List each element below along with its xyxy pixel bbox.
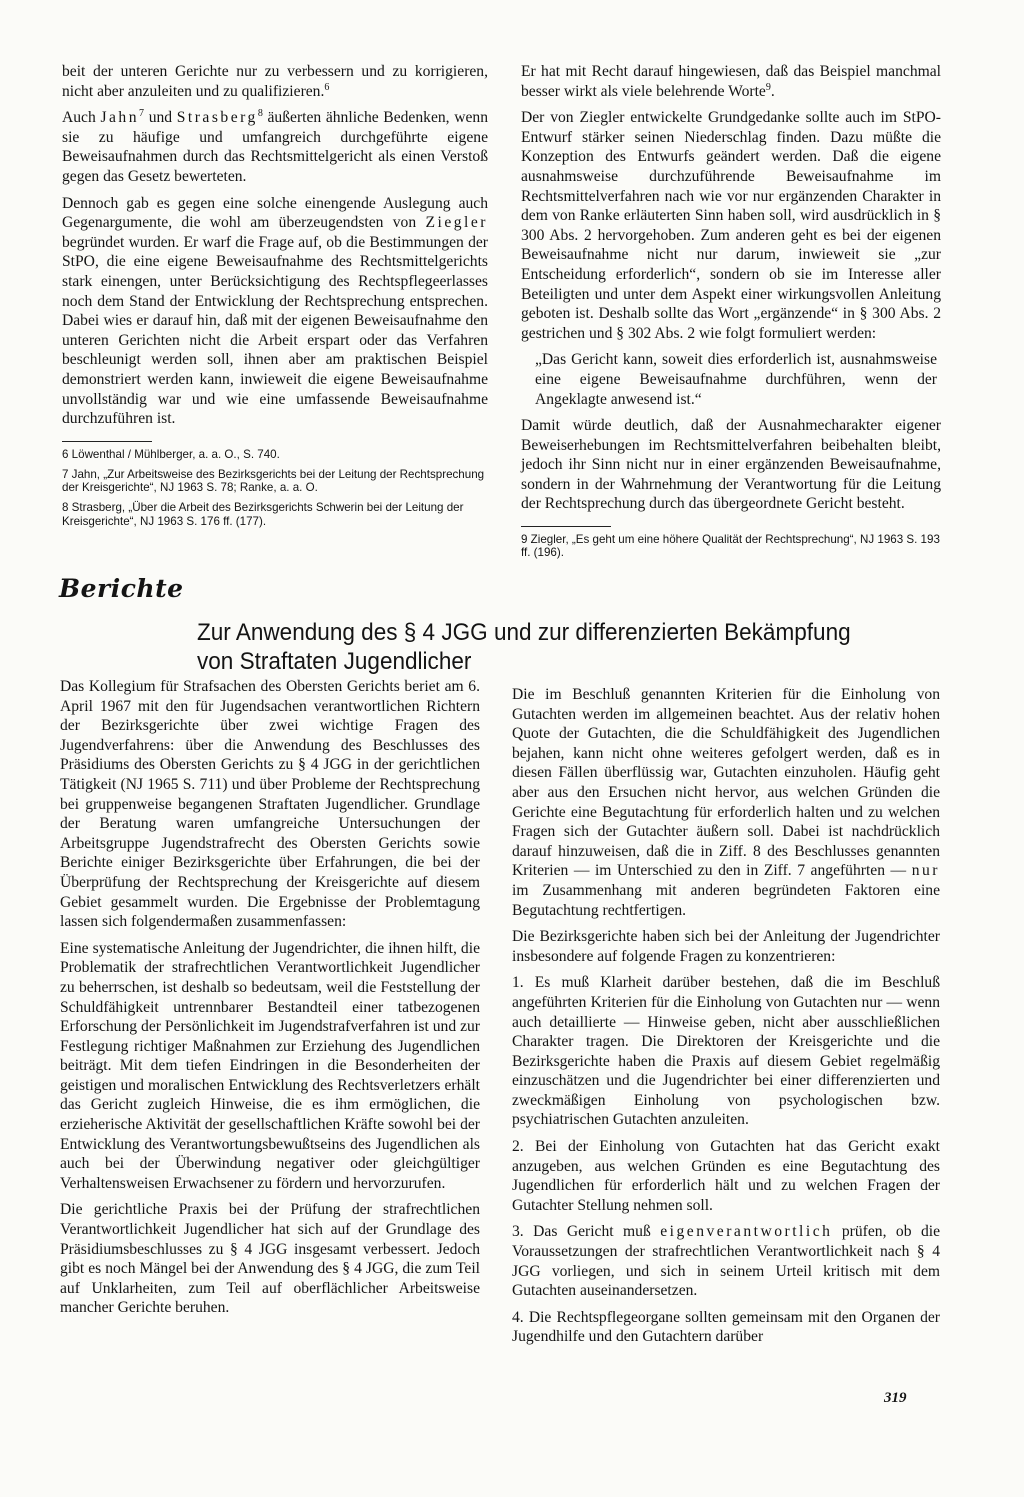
footnote-divider [62, 441, 152, 442]
footnote: 9 Ziegler, „Es geht um eine höhere Qualität der Rechtsprechung“, NJ 1963 S. 193 ff. (196). [521, 533, 940, 560]
list-item: 2. Bei der Einholung von Gutachten hat das Gericht exakt anzugeben, aus welchen Gründen es eine Begutachtung des Jugendlichen für erforderlich hält und zu welchen Fragen der Gutachter Stellung nehmen soll. [512, 1138, 940, 1214]
paragraph: Dennoch gab es gegen eine solche einengende Auslegung auch Gegenargumente, die wohl am überzeugendsten von Ziegler begründet wurden. Er warf die Frage auf, ob die Bestimmungen der StPO, die eine eigene Beweisaufnahme des Rechtsmittelgerichts stark einengen, unter Berücksichtigung des Rechtspflegeerlasses noch dem Stand der Entwicklung der Rechtsprechung entsprechen. Dabei wies er darauf hin, daß mit der eigenen Beweisaufnahme den unteren Gerichten nicht die Arbeit erspart oder das Verfahren beschleunigt werden soll, ihnen aber am praktischen Beispiel demonstriert werden kann, inwieweit die eigene Beweisaufnahme unvollständig war und wie eine umfassende Beweisaufnahme durchzuführen ist. [62, 194, 488, 428]
paragraph: Eine systematische Anleitung der Jugendrichter, die ihnen hilft, die Problematik der strafrechtlichen Verantwortlichkeit Jugendlicher zu beherrschen, ist deshalb so bedeutsam, weil die Feststellung der Schuldfähigkeit untrennbarer Bestandteil einer tatbezogenen Erforschung der Persönlichkeit im Jugendstrafverfahren ist und zur Festlegung richtiger Maßnahmen zur Erziehung des Jugendlichen beiträgt. Mit dem tiefen Eindringen in die Besonderheiten der geistigen und moralischen Entwicklung des Rechtsverletzers erhält das Gericht zugleich Hinweise, die es ihm ermöglichen, die erzieherische Aktivität der gesellschaftlichen Kräfte sowohl bei der Entwicklung des Verantwortungsbewußtseins des Jugendlichen als auch bei der Überwindung negativer oder gleichgültiger Verhaltensweisen Erwachsener zu fördern und hervorzurufen. [60, 939, 480, 1192]
paragraph: beit der unteren Gerichte nur zu verbessern und zu korrigieren, nicht aber anzuleiten und zu qualifizieren.$^6$ [62, 63, 488, 100]
list-item: 3. Das Gericht muß eigenverantwortlich prüfen, ob die Voraussetzungen der strafrechtlichen Verantwortlichkeit nach § 4 JGG vorliegen, und sich in seinem Urteil kritisch mit dem Gutachten auseinandersetzen. [512, 1223, 941, 1300]
headline-line: Zur Anwendung des § 4 JGG und zur differenzierten Bekämpfung [197, 619, 851, 646]
top-right-column [521, 62, 941, 566]
author-name: Jahn [100, 109, 140, 127]
footnote: 8 Strasberg, „Über die Arbeit des Bezirksgerichts Schwerin bei der Leitung der Kreisgerichte“, NJ 1963 S. 176 ff. (177). [62, 501, 464, 528]
article-headline [197, 618, 896, 676]
quotation: „Das Gericht kann, soweit dies erforderlich ist, ausnahmsweise eine eigene Beweisaufnahme durchführen, wenn der Angeklagte anwesend ist.“ [535, 351, 937, 408]
footnote-ref: 7 [139, 108, 145, 119]
footnote-ref: 6 [324, 81, 330, 93]
bottom-left-column [60, 677, 480, 1325]
footnote-ref: 9 [765, 81, 771, 93]
paragraph: Das Kollegium für Strafsachen des Obersten Gerichts beriet am 6. April 1967 mit den für Jugendsachen verantwortlichen Richtern der Bezirksgerichte über zwei wichtige Fragen des Jugendverfahrens: über die Anwendung des Beschlusses des Präsidiums des Obersten Gerichts zu § 4 JGG in der gerichtlichen Tätigkeit (NJ 1965 S. 711) und über Probleme der Rechtsprechung bei gruppenweise begangenen Straftaten Jugendlicher. Grundlage der Beratung waren umfangreiche Untersuchungen der Arbeitsgruppe Jugendstrafrecht des Obersten Gerichts sowie Berichte einiger Bezirksgerichte über Erfahrungen, die bei der Überprüfung der Rechtsprechung der Kreisgerichte auf diesem Gebiet gesammelt wurden. Die Ergebnisse der Problemtagung lassen sich folgendermaßen zusammenfassen: [60, 678, 480, 931]
paragraph: Auch Jahn$^7$ und Strasberg$^8$ äußerten ähnliche Bedenken, wenn sie zu häufige und umfangreich durchgeführte eigene Beweisaufnahmen durch das Rechtsmittelgericht als einen Verstoß gegen das Gesetz bewerteten. [62, 108, 488, 185]
top-left-column [62, 62, 488, 535]
footnote: 6 Löwenthal / Mühlberger, a. a. O., S. 740. [62, 447, 280, 461]
paragraph: Die im Beschluß genannten Kriterien für die Einholung von Gutachten werden im allgemeinen beachtet. Aus der relativ hohen Quote der Gutachten, die die Schuldfähigkeit des Jugendlichen bejahen, kann nicht ohne weiteres gefolgert werden, daß es in diesen Fällen überflüssig war, Gutachten einzuholen. Häufig geht aber aus den Ersuchen nicht hervor, aus welchen Gründen die Gerichte eine Begutachtung für erforderlich halten und zu welchen Fragen sich der Gutachter äußern soll. Dabei ist nachdrücklich darauf hinzuweisen, daß die in Ziff. 8 des Beschlusses genannten Kriterien — im Unterschied zu den in Ziff. 7 angeführten — nur im Zusammenhang mit anderen begründeten Faktoren eine Begutachtung rechtfertigen. [512, 686, 940, 919]
footnote-ref: 8 [257, 108, 263, 119]
paragraph: Er hat mit Recht darauf hingewiesen, daß das Beispiel manchmal besser wirkt als viele belehrende Worte$^9$. [521, 63, 941, 100]
headline-line: von Straftaten Jugendlicher [197, 648, 472, 675]
footnote: 7 Jahn, „Zur Arbeitsweise des Bezirksgerichts bei der Leitung der Rechtsprechung der Kreisgerichte“, NJ 1963 S. 78; Ranke, a. a. O. [62, 467, 485, 495]
footnote-divider [521, 526, 611, 527]
paragraph: Die Bezirksgerichte haben sich bei der Anleitung der Jugendrichter insbesondere auf folgende Fragen zu konzentrieren: [512, 928, 940, 965]
bottom-right-column [512, 685, 940, 1354]
section-label: Berichte [59, 574, 184, 603]
paragraph: Die gerichtliche Praxis bei der Prüfung der strafrechtlichen Verantwortlichkeit Jugendlicher hat sich auf der Grundlage des Präsidiumsbeschlusses zu § 4 JGG insgesamt verbessert. Jedoch gibt es noch Mängel bei der Anwendung des § 4 JGG, die zum Teil auf Unklarheiten, zum Teil auf oberflächlicher Arbeitsweise mancher Gerichte beruhen. [60, 1201, 480, 1317]
page-number: 319 [884, 1390, 907, 1406]
list-item: 1. Es muß Klarheit darüber bestehen, daß die im Beschluß angeführten Kriterien für die Einholung von Gutachten nur — wenn auch detaillierte — Hinweise geben, nicht aber ausschließlichen Charakter tragen. Die Direktoren der Kreisgerichte und die Bezirksgerichte haben die Praxis auf diesem Gebiet regelmäßig einzuschätzen und die Jugendrichter bei einer differenzierten und zweckmäßigen Einholung von psychologischen bzw. psychiatrischen Gutachten anzuleiten. [512, 974, 940, 1129]
paragraph: Der von Ziegler entwickelte Grundgedanke sollte auch im StPO-Entwurf stärker seinen Niederschlag finden. Dazu müßte die Konzeption des Entwurfs geändert werden. Daß die eigene ausnahmsweise durchzuführende Beweisaufnahme im Rechtsmittelverfahren nach wie vor nur ergänzenden Charakter in dem von Ranke erläuterten Sinn haben soll, wird ausdrücklich in § 300 Abs. 2 hervorgehoben. Zum anderen geht es bei der eigenen Beweisaufnahme nicht nur darum, inwieweit sie „zur Entscheidung erforderlich“, sondern ob sie im Interesse aller Beteiligten und unter dem Aspekt einer wirkungsvollen Anleitung geboten ist. Deshalb sollte das Wort „ergänzende“ in § 300 Abs. 2 gestrichen und § 302 Abs. 2 wie folgt formuliert werden: [521, 109, 941, 342]
emphasis: nur [911, 862, 940, 880]
author-name: Strasberg [176, 109, 258, 127]
paragraph: Damit würde deutlich, daß der Ausnahmecharakter eigener Beweiserhebungen im Rechtsmittelverfahren beibehalten bleibt, jedoch ihr Sinn nicht nur in einer ergänzenden Beweisaufnahme, sondern in der Wahrnehmung der Verantwortung für die Leitung der Rechtsprechung durch das übergeordnete Gericht besteht. [521, 417, 941, 513]
list-item: 4. Die Rechtspflegeorgane sollten gemeinsam mit den Organen der Jugendhilfe und den Gutachtern darüber [512, 1308, 940, 1346]
emphasis: eigenverantwortlich [660, 1223, 833, 1241]
author-name: Ziegler [425, 214, 488, 232]
